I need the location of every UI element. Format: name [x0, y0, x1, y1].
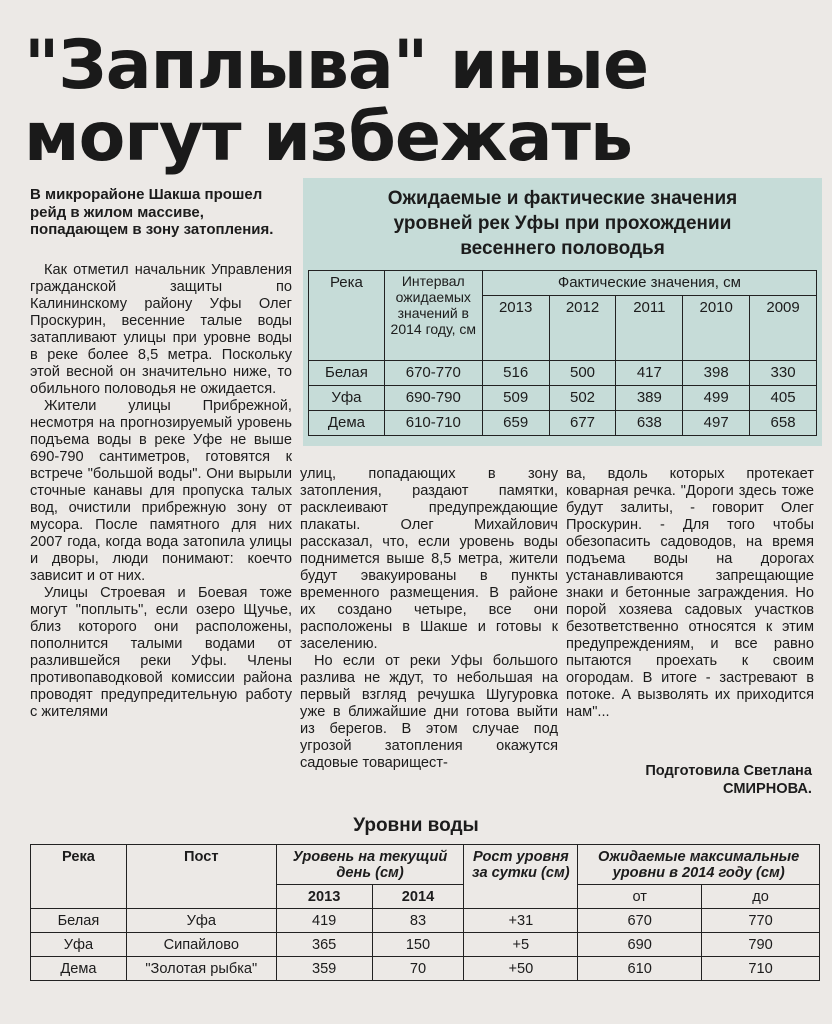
table-row [31, 933, 820, 957]
year-cell: 2013 [482, 296, 549, 361]
paragraph: Улицы Строевая и Боевая тоже могут "поплыть", если озеро Щучье, близ которого они расположены, пополнится талыми водами от разлившейся реки Уфы. Члены противопаводковой комиссии района проводят предупредительную работу с жителями [30, 585, 292, 720]
rise-cell: +50 [464, 957, 578, 981]
post-cell: Уфа [126, 909, 276, 933]
to-cell: 770 [702, 909, 820, 933]
box-title-line-3: весеннего половодья [460, 238, 665, 259]
value-cell: 659 [482, 411, 549, 436]
post-cell: Сипайлово [126, 933, 276, 957]
river-cell: Дема [31, 957, 127, 981]
level-2014-cell: 70 [372, 957, 464, 981]
headline-line-1: "Заплыва" иные [24, 26, 649, 105]
table-row [309, 386, 817, 411]
article-column-1 [30, 262, 292, 721]
table-header-row [309, 271, 817, 296]
byline-line-2: СМИРНОВА. [722, 781, 812, 797]
interval-cell: 610-710 [384, 411, 482, 436]
level-2013-cell: 359 [276, 957, 372, 981]
byline-line-1: Подготовила Светлана [645, 763, 812, 779]
interval-cell: 690-790 [384, 386, 482, 411]
rise-cell: +31 [464, 909, 578, 933]
from-cell: 610 [578, 957, 702, 981]
table-row [309, 361, 817, 386]
table-header-row [31, 845, 820, 885]
year-cell: 2010 [683, 296, 750, 361]
paragraph: улиц, попадающих в зону затопления, раздают памятки, расклеивают предупреждающие плакаты. Олег Михайлович рассказал, что, если уровень воды поднимется выше 8,5 метра, жители будут эвакуированы в пункты временного размещения. В районе их создано четыре, все они расположены в Шакше и готовы к заселению. [300, 466, 558, 652]
water-levels-title: Уровни воды [353, 815, 479, 836]
river-cell: Дема [309, 411, 385, 436]
interval-cell: 670-770 [384, 361, 482, 386]
headline [24, 26, 824, 177]
post-cell: "Золотая рыбка" [126, 957, 276, 981]
header-rise: Рост уровня за сутки (см) [464, 845, 578, 909]
from-cell: 690 [578, 933, 702, 957]
header-expected: Ожидаемые максимальные уровни в 2014 году (см) [578, 845, 820, 885]
river-levels-box [303, 178, 822, 446]
year-cell: 2011 [616, 296, 683, 361]
box-title-line-2: уровней рек Уфы при прохождении [393, 213, 732, 234]
header-post: Пост [126, 845, 276, 909]
lead-paragraph: В микрорайоне Шакша прошел рейд в жилом массиве, попадающем в зону затопления. [30, 186, 274, 238]
table-row [31, 957, 820, 981]
paragraph: Как отметил начальник Управления гражданской защиты по Калининскому району Уфы Олег Проскурин, весенние талые воды затапливают улицы при уровне воды в реке более 8,5 метра. Поскольку этой весной он значительно ниже, то обильного половодья не ожидается. [30, 262, 292, 397]
table-row [31, 909, 820, 933]
to-cell: 710 [702, 957, 820, 981]
value-cell: 417 [616, 361, 683, 386]
expected-actual-table [308, 270, 817, 436]
value-cell: 509 [482, 386, 549, 411]
river-cell: Уфа [309, 386, 385, 411]
level-2014-cell: 150 [372, 933, 464, 957]
paragraph: Но если от реки Уфы большого разлива не ждут, то небольшая на первый взгляд речушка Шугуровка уже в ближайшие дни готова выйти из берегов. В этом случае под угрозой затопления окажутся садовые товарищест- [300, 653, 558, 771]
value-cell: 500 [549, 361, 616, 386]
header-actual: Фактические значения, см [482, 271, 816, 296]
table-row [309, 411, 817, 436]
value-cell: 398 [683, 361, 750, 386]
headline-line-2: могут избежать [24, 98, 632, 177]
value-cell: 405 [750, 386, 817, 411]
from-cell: 670 [578, 909, 702, 933]
from-cell: от [578, 885, 702, 909]
header-interval: Интервал ожидаемых значений в 2014 году, см [384, 271, 482, 361]
value-cell: 330 [750, 361, 817, 386]
year-cell: 2009 [750, 296, 817, 361]
level-2014-cell: 83 [372, 909, 464, 933]
paragraph: Жители улицы Прибрежной, несмотря на прогнозируемый уровень подъема воды в реке Уфе не выше 690-790 сантиметров, готовятся к встрече "большой воды". Они вырыли сточные канавы для пропуска талых вод, очистили прибрежную зону от мусора. После памятного для них 2007 года, когда вода затопила улицы и дворы, люди понимают: коечто зависит и от них. [30, 398, 292, 584]
to-cell: 790 [702, 933, 820, 957]
level-2013-cell: 419 [276, 909, 372, 933]
value-cell: 502 [549, 386, 616, 411]
article-column-2 [300, 466, 558, 772]
rise-cell: +5 [464, 933, 578, 957]
river-cell: Белая [31, 909, 127, 933]
paragraph: ва, вдоль которых протекает коварная речка. "Дороги здесь тоже будут залиты, - говорит Олег Проскурин. - Для того чтобы обезопасить садоводов, на время подъема воды на дорогах устанавливаются запрещающие знаки и бетонные заграждения. Но порой хозяева садовых участков безответственно относятся к этим предупреждениям, и все равно пытаются проехать к своим огородам. В итоге - застревают в потоке. А вызволять их приходится нам"... [566, 466, 814, 720]
year-cell: 2012 [549, 296, 616, 361]
value-cell: 677 [549, 411, 616, 436]
river-cell: Уфа [31, 933, 127, 957]
byline [566, 762, 812, 798]
value-cell: 499 [683, 386, 750, 411]
value-cell: 516 [482, 361, 549, 386]
box-title-line-1: Ожидаемые и фактические значения [387, 188, 738, 209]
to-cell: до [702, 885, 820, 909]
value-cell: 658 [750, 411, 817, 436]
water-levels-table [30, 844, 820, 981]
river-cell: Белая [309, 361, 385, 386]
header-river: Река [31, 845, 127, 909]
year-cell: 2014 [372, 885, 464, 909]
article-column-3 [566, 466, 814, 721]
box-title [303, 186, 822, 261]
value-cell: 497 [683, 411, 750, 436]
value-cell: 389 [616, 386, 683, 411]
header-river: Река [309, 271, 385, 361]
year-cell: 2013 [276, 885, 372, 909]
value-cell: 638 [616, 411, 683, 436]
header-level: Уровень на текущий день (см) [276, 845, 464, 885]
level-2013-cell: 365 [276, 933, 372, 957]
